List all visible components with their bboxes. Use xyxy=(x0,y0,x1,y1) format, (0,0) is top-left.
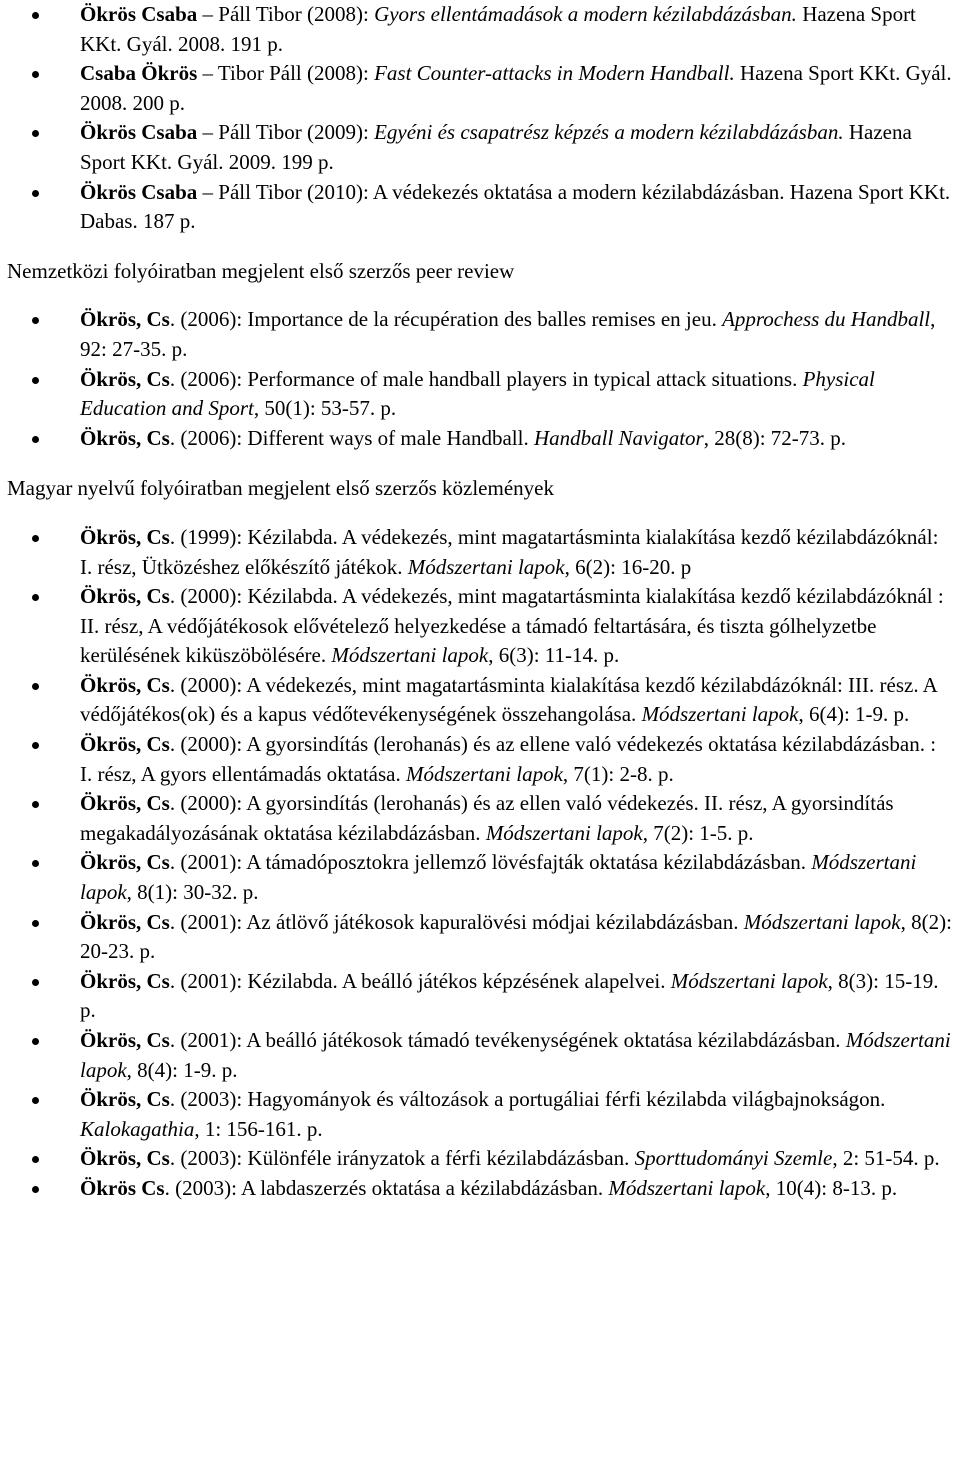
reference-pages: , 6(2): 16-20. p xyxy=(564,554,692,579)
list-item xyxy=(80,59,952,118)
reference-journal: Módszertani lapok xyxy=(331,643,489,668)
section-heading-hungarian: Magyar nyelvű folyóiratban megjelent első szerzős közlemények xyxy=(7,476,554,501)
reference-publisher: Hazena Sport KKt. Gyál. 2008. 191 p. xyxy=(80,2,916,56)
reference-pages: , 7(2): 1-5. p. xyxy=(642,820,754,845)
list-item xyxy=(80,671,952,730)
reference-pages: , 2: 51-54. p. xyxy=(832,1146,940,1171)
reference-text: – Páll Tibor (2009): xyxy=(197,120,375,145)
reference-author: Ökrös Cs xyxy=(80,1175,165,1200)
list-item xyxy=(80,1085,952,1144)
peer-review-list xyxy=(7,305,952,453)
list-item xyxy=(80,178,952,237)
reference-text: . (2000): A gyorsindítás (lerohanás) és az ellene való védekezés oktatása kézilabdázásban. : I. rész, A gyors ellentámadás oktatása. xyxy=(80,732,937,786)
reference-author: Ökrös Csaba xyxy=(80,179,198,204)
list-item xyxy=(80,967,952,1026)
reference-author: Ökrös, Cs xyxy=(80,1087,170,1112)
reference-publisher: Hazena Sport KKt. Gyál. 2008. 200 p. xyxy=(80,61,952,115)
reference-author: Ökrös, Cs xyxy=(80,732,170,757)
reference-journal: Kalokagathia xyxy=(80,1116,195,1141)
reference-text: . (2003): Különféle irányzatok a férfi kézilabdázásban. xyxy=(169,1146,635,1171)
list-item xyxy=(80,908,952,967)
reference-text: . (2006): Performance of male handball players in typical attack situations. xyxy=(169,366,803,391)
reference-text: . (2006): Importance de la récupération des balles remises en jeu. xyxy=(169,307,723,332)
reference-text: . (2003): A labdaszerzés oktatása a kézilabdázásban. xyxy=(164,1175,609,1200)
reference-journal: Módszertani lapok xyxy=(485,820,643,845)
reference-journal: Módszertani lapok xyxy=(80,1028,951,1082)
reference-pages: , 7(1): 2-8. p. xyxy=(562,761,674,786)
reference-text: . (2001): A beálló játékosok támadó tevékenységének oktatása kézilabdázásban. xyxy=(169,1028,846,1052)
reference-text: . (2000): A védekezés, mint magatartásminta kialakítása kezdő kézilabdázóknál: III. rész. A védőjátékos(ok) és a kapus védőtevékenységének összehangolása. xyxy=(80,672,937,727)
section-heading-peer-review: Nemzetközi folyóiratban megjelent első szerzős peer review xyxy=(7,258,515,283)
reference-publisher: Hazena Sport KKt. Gyál. 2009. 199 p. xyxy=(80,120,912,174)
list-item xyxy=(80,305,952,364)
reference-author: Ökrös, Cs xyxy=(80,366,170,391)
reference-title: Fast Counter-attacks in Modern Handball. xyxy=(374,61,735,86)
list-item xyxy=(80,424,952,454)
list-item xyxy=(80,1174,952,1204)
reference-journal: Módszertani lapok xyxy=(743,909,901,934)
reference-journal: Módszertani lapok xyxy=(407,554,565,579)
reference-text: . (2006): Different ways of male Handball. xyxy=(169,425,534,450)
reference-journal: Sporttudományi Szemle xyxy=(634,1146,833,1171)
reference-pages: , 8(4): 1-9. p. xyxy=(126,1057,238,1082)
reference-author: Ökrös, Cs xyxy=(80,791,170,816)
hungarian-publication-list xyxy=(7,523,952,1204)
reference-text: . (2001): Az átlövő játékosok kapuralövési módjai kézilabdázásban. xyxy=(169,909,744,934)
reference-text: . (1999): Kézilabda. A védekezés, mint magatartásminta kialakítása kezdő kézilabdázóknál: I. rész, Ütközéshez előkészítő játékok. xyxy=(80,524,939,579)
reference-text: . (2000): A gyorsindítás (lerohanás) és az ellen való védekezés. II. rész, A gyorsindítás megakadályozásának oktatása kézilabdázásban. xyxy=(80,791,894,845)
reference-pages: , 50(1): 53-57. p. xyxy=(253,396,397,421)
list-item xyxy=(80,365,952,424)
reference-journal: Módszertani lapok xyxy=(670,968,828,993)
reference-author: Ökrös, Cs xyxy=(80,1028,170,1052)
list-item xyxy=(80,730,952,789)
reference-journal: Physical Education and Sport xyxy=(80,366,875,421)
reference-title: Gyors ellentámadások a modern kézilabdázásban. xyxy=(374,2,797,26)
reference-text: . (2000): Kézilabda. A védekezés, mint magatartásminta kialakítása kezdő kézilabdázóknál : II. rész, A védőjátékosok elővételező helyezkedése a támadó feltartására, és tiszta gólhelyzetbe kerülésének kiküszöbölésére. xyxy=(80,584,944,668)
reference-journal: Módszertani lapok xyxy=(641,702,799,727)
reference-pages: , 8(1): 30-32. p. xyxy=(126,880,259,905)
reference-journal: Handball Navigator xyxy=(533,425,704,450)
reference-author: Ökrös, Cs xyxy=(80,850,170,875)
reference-author: Ökrös, Cs xyxy=(80,1146,170,1171)
reference-text: – Páll Tibor (2008): xyxy=(197,2,375,26)
reference-title: Egyéni és csapatrész képzés a modern kézilabdázásban. xyxy=(374,120,844,145)
list-item xyxy=(80,789,952,848)
list-item xyxy=(80,582,952,671)
reference-pages: , 28(8): 72-73. p. xyxy=(703,425,847,450)
reference-text: . (2003): Hagyományok és változások a portugáliai férfi kézilabda világbajnokságon. xyxy=(169,1087,886,1112)
reference-pages: , 10(4): 8-13. p. xyxy=(765,1175,898,1200)
list-item xyxy=(80,848,952,907)
reference-pages: , 8(2): 20-23. p. xyxy=(80,909,952,964)
reference-pages: , 6(4): 1-9. p. xyxy=(798,702,910,727)
list-item xyxy=(80,0,952,59)
reference-pages: , 8(3): 15-19. p. xyxy=(80,968,939,1023)
reference-author: Ökrös, Cs xyxy=(80,524,170,549)
reference-text: . (2001): A támadóposztokra jellemző lövésfajták oktatása kézilabdázásban. xyxy=(169,850,812,875)
reference-author: Ökrös, Cs xyxy=(80,672,170,697)
reference-author: Csaba Ökrös xyxy=(80,61,198,86)
reference-text: – Páll Tibor (2010): A védekezés oktatása a modern kézilabdázásban. xyxy=(197,179,785,204)
reference-author: Ökrös, Cs xyxy=(80,425,170,450)
reference-pages: , 1: 156-161. p. xyxy=(194,1116,323,1141)
reference-journal: Módszertani lapok xyxy=(80,850,917,905)
list-item xyxy=(80,523,952,582)
book-list xyxy=(7,0,952,237)
list-item xyxy=(80,1026,952,1085)
reference-author: Ökrös, Cs xyxy=(80,307,170,332)
reference-author: Ökrös, Cs xyxy=(80,968,170,993)
reference-journal: Módszertani lapok xyxy=(405,761,563,786)
reference-text: . (2001): Kézilabda. A beálló játékos képzésének alapelvei. xyxy=(169,968,671,993)
reference-author: Ökrös Csaba xyxy=(80,2,198,26)
reference-author: Ökrös, Cs xyxy=(80,909,170,934)
reference-author: Ökrös, Cs xyxy=(80,584,170,609)
reference-text: – Tibor Páll (2008): xyxy=(197,61,375,86)
reference-publisher: Hazena Sport KKt. Dabas. 187 p. xyxy=(80,179,951,234)
list-item xyxy=(80,118,952,177)
reference-pages: , 6(3): 11-14. p. xyxy=(488,643,620,668)
reference-journal: Módszertani lapok xyxy=(608,1175,766,1200)
reference-pages: , 92: 27-35. p. xyxy=(80,307,936,361)
list-item xyxy=(80,1144,952,1174)
reference-author: Ökrös Csaba xyxy=(80,120,198,145)
reference-journal: Approchess du Handball xyxy=(722,307,931,332)
